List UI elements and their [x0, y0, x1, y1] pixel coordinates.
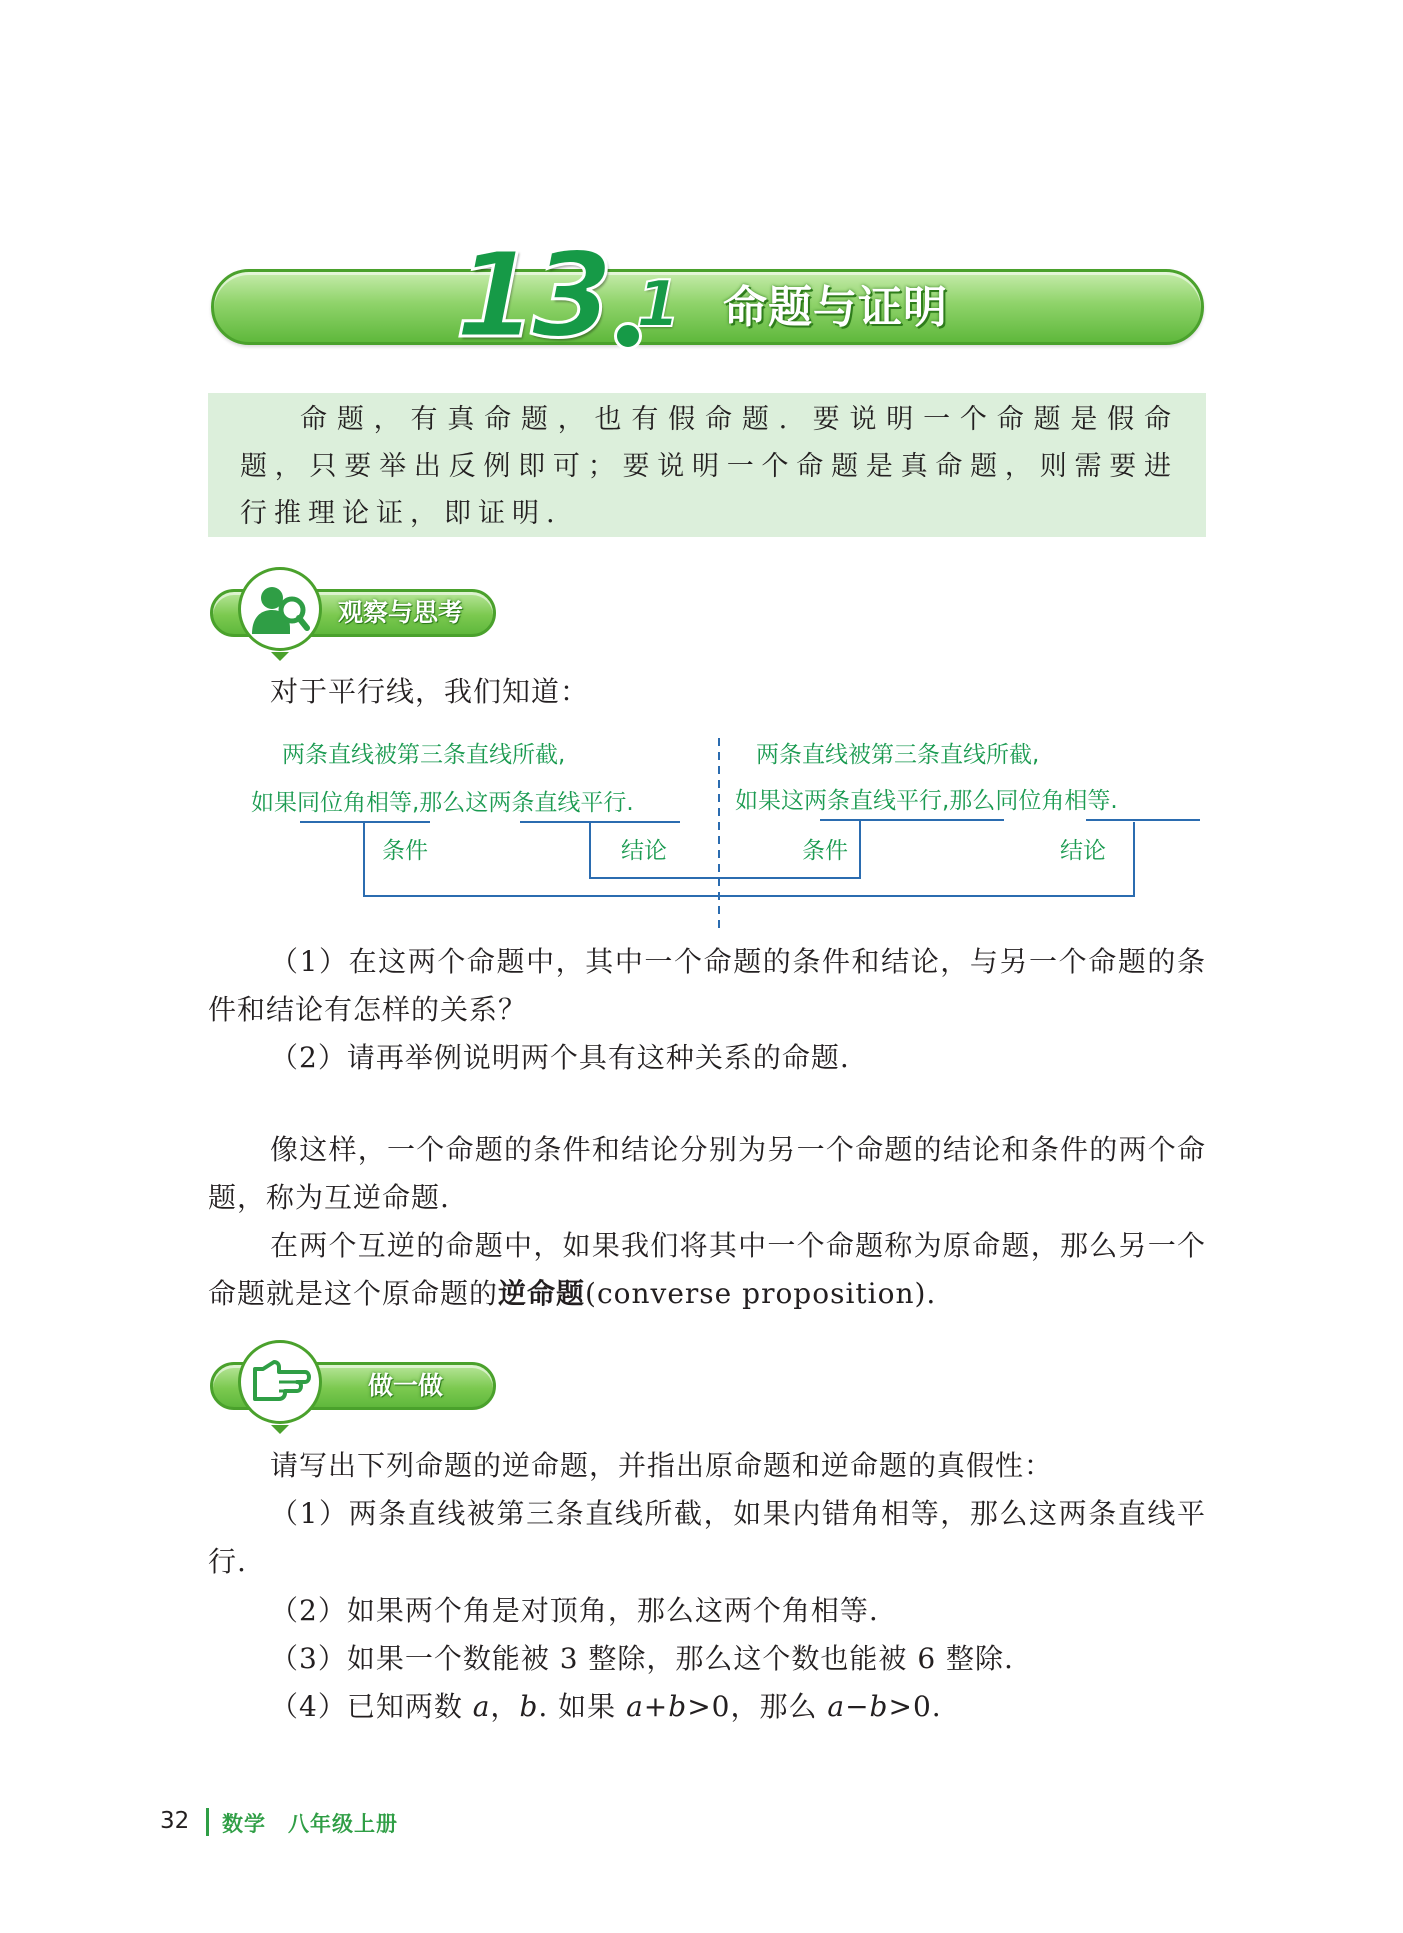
practice-pointer: [271, 1425, 289, 1434]
practice-item-2: （2）如果两个角是对顶角，那么这两个角相等.: [270, 1594, 879, 1627]
bracket-outer: [364, 822, 1134, 896]
book-title: 数学 八年级上册: [222, 1812, 398, 1836]
diagram-left-line2: 如果同位角相等,那么这两条直线平行.: [251, 790, 634, 816]
diagram-left-condition-tag: 条件: [382, 838, 428, 864]
section-subnumber: 1: [636, 268, 681, 342]
diagram-left-conclusion-tag: 结论: [621, 838, 667, 864]
observe-question-1: （1）在这两个命题中，其中一个命题的条件和结论，与另一个命题的条件和结论有怎样的关系？: [208, 945, 1206, 1026]
practice-item-4: （4）已知两数 a，b. 如果 a+b>0，那么 a−b>0.: [270, 1690, 942, 1723]
definition-paragraph-1: 像这样，一个命题的条件和结论分别为另一个命题的结论和条件的两个命题，称为互逆命题.: [208, 1133, 1206, 1214]
diagram-right-line2: 如果这两条直线平行,那么同位角相等.: [735, 788, 1118, 814]
diagram-right-conclusion-tag: 结论: [1060, 838, 1106, 864]
observe-question-2: （2）请再举例说明两个具有这种关系的命题.: [270, 1041, 850, 1074]
diagram-right-condition-tag: 条件: [802, 838, 848, 864]
observe-lead: 对于平行线，我们知道：: [270, 675, 590, 708]
observe-icon-circle: [238, 567, 322, 651]
section-title: 命题与证明: [723, 282, 948, 333]
practice-lead: 请写出下列命题的逆命题，并指出原命题和逆命题的真假性：: [270, 1449, 1054, 1482]
definition-paragraph-2: 在两个互逆的命题中，如果我们将其中一个命题称为原命题，那么另一个命题就是这个原命题的逆命题(converse proposition).: [208, 1229, 1206, 1310]
practice-icon-circle: [238, 1340, 322, 1424]
observe-heading: 观察与思考: [338, 598, 464, 627]
page-number: 32: [160, 1808, 190, 1834]
practice-item-1: （1）两条直线被第三条直线所截，如果内错角相等，那么这两条直线平行.: [208, 1497, 1206, 1578]
intro-text: 命题，有真命题，也有假命题. 要说明一个命题是假命题，只要举出反例即可；要说明一个命题是真命题，则需要进行推理论证，即证明.: [240, 404, 1178, 529]
pointing-hand-icon: [249, 1359, 311, 1405]
practice-item-3: （3）如果一个数能被 3 整除，那么这个数也能被 6 整除.: [270, 1642, 1014, 1675]
diagram-left-line1: 两条直线被第三条直线所截,: [282, 742, 566, 768]
term-converse-proposition: 逆命题: [498, 1277, 586, 1310]
section-banner: [211, 269, 1204, 345]
diagram-right-line1: 两条直线被第三条直线所截,: [756, 742, 1040, 768]
section-number: 13: [455, 226, 608, 364]
practice-heading: 做一做: [368, 1371, 444, 1400]
observe-pointer: [271, 652, 289, 661]
footer-divider: [206, 1808, 209, 1836]
person-magnifier-icon: [250, 582, 310, 636]
